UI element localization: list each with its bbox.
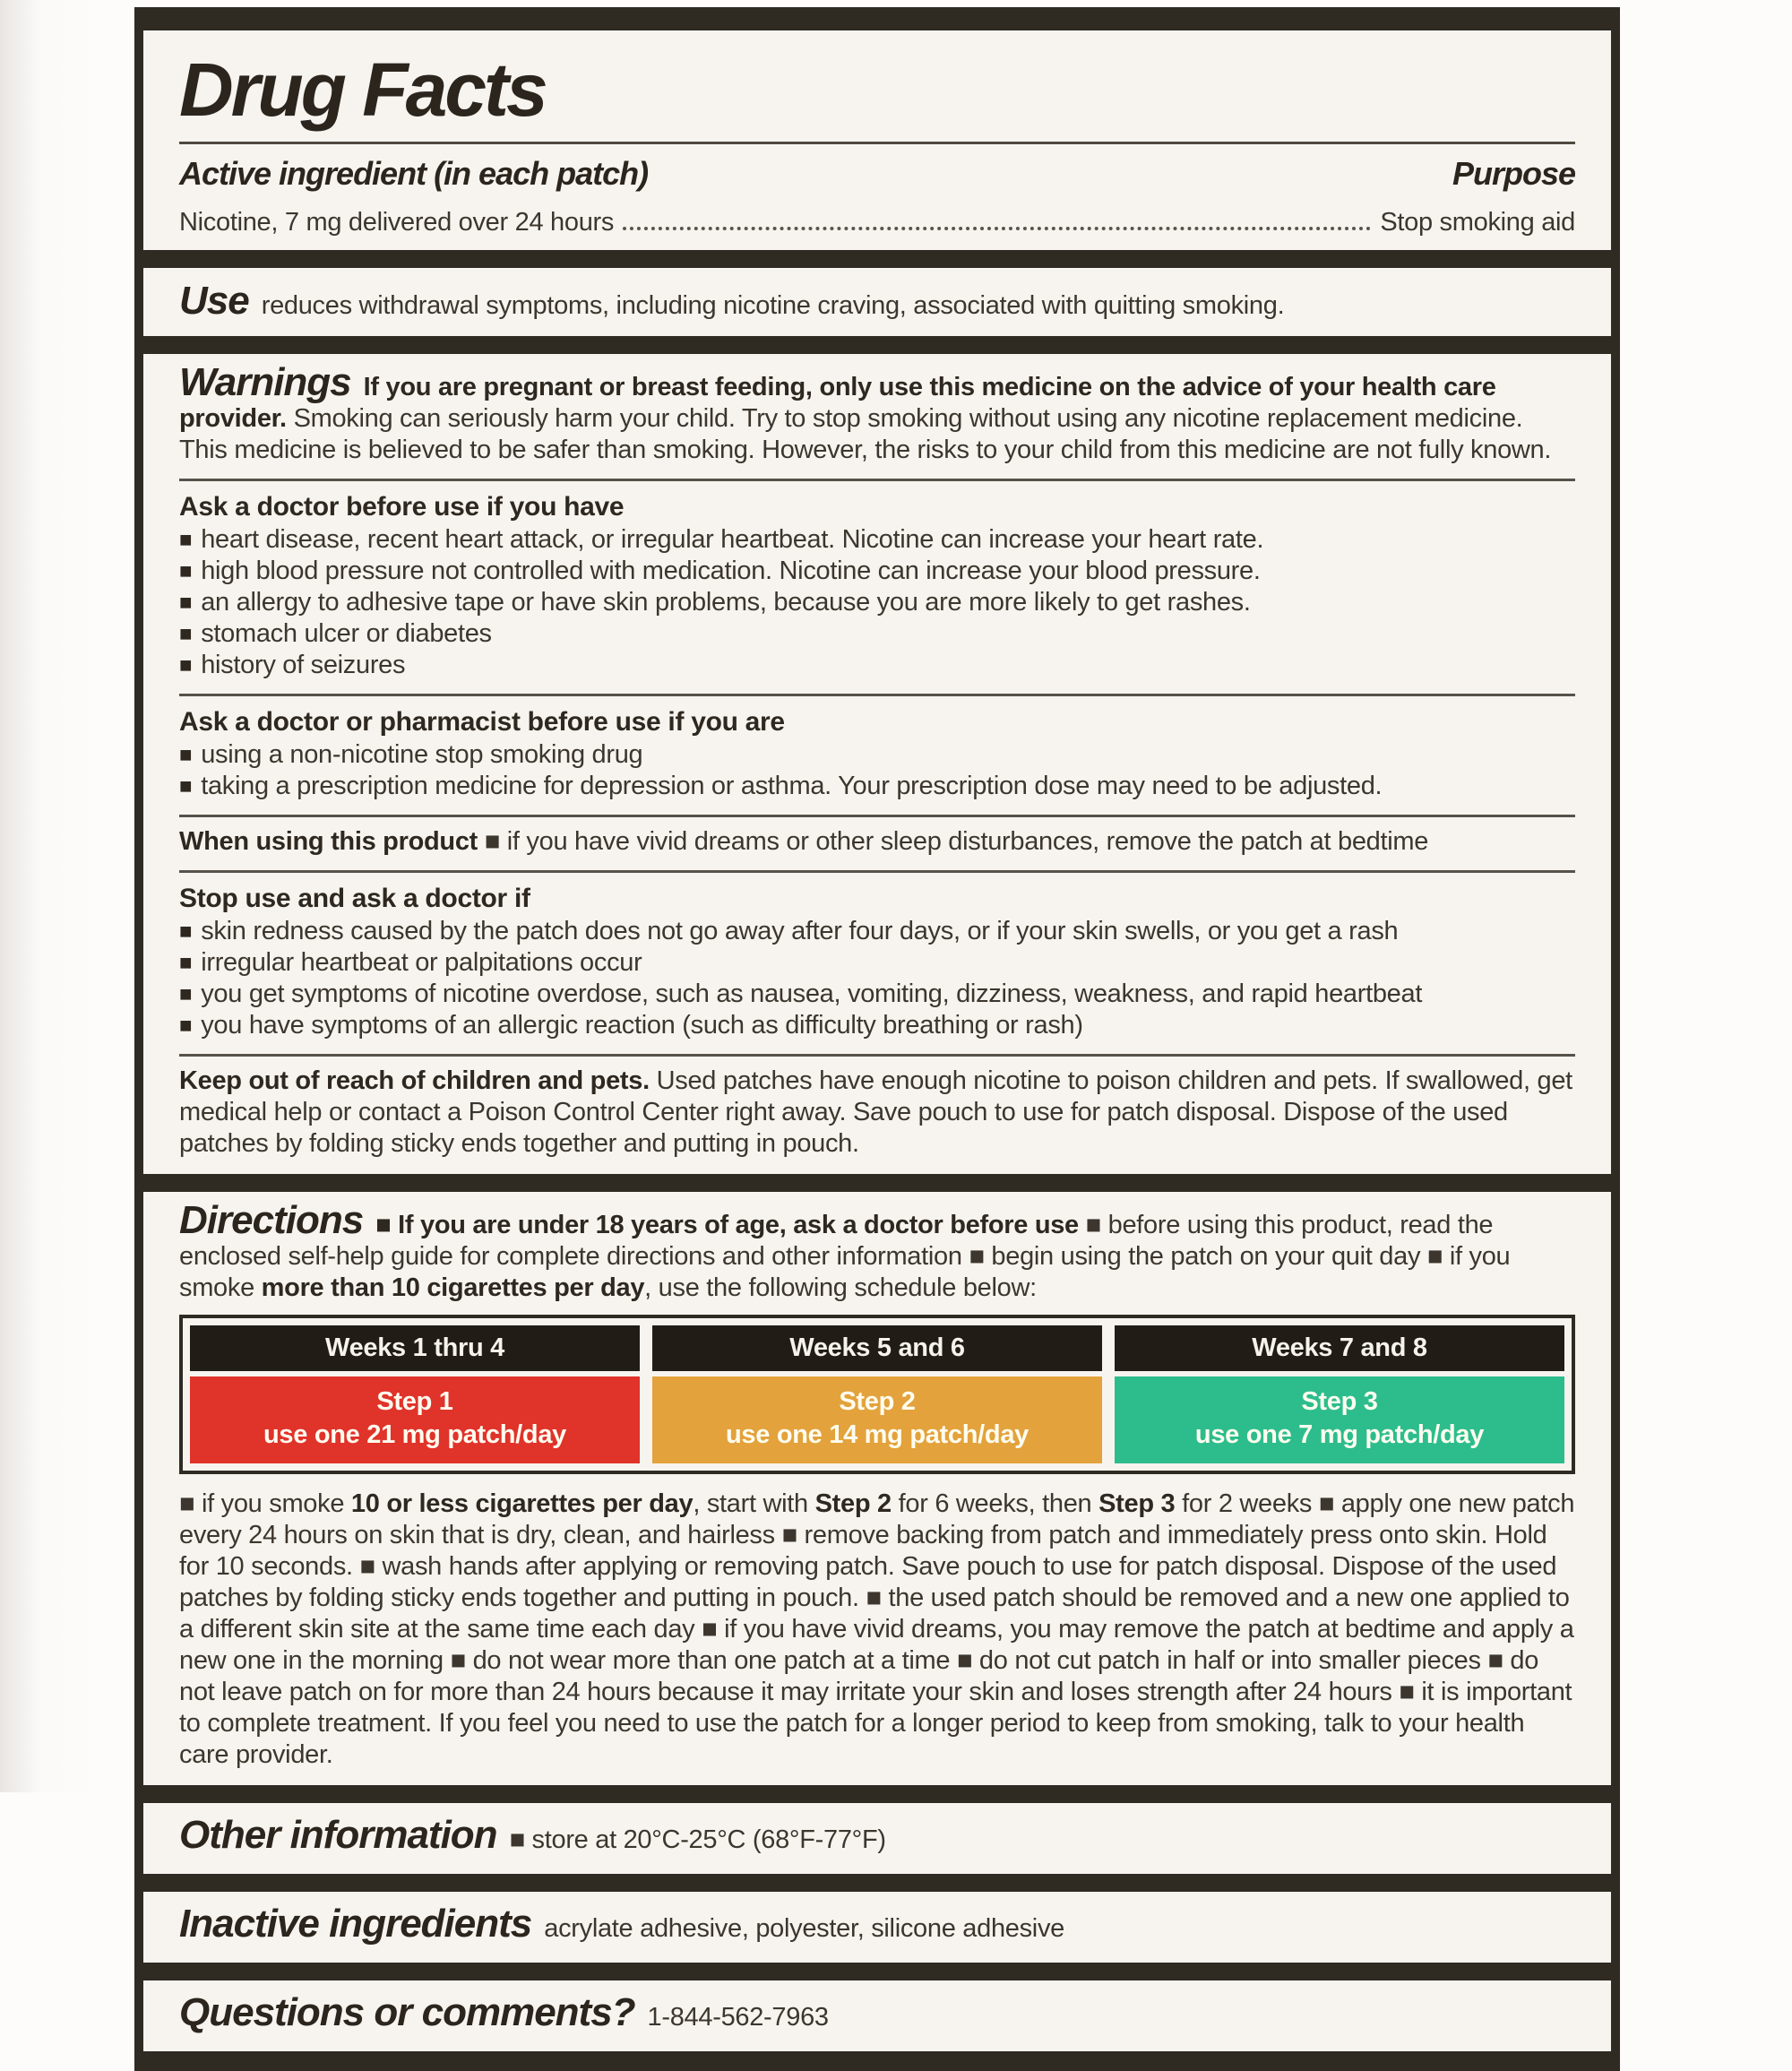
section-bar	[143, 250, 1611, 268]
directions-heading: Directions	[179, 1198, 364, 1243]
inactive-ingredients-heading: Inactive ingredients	[179, 1902, 532, 1946]
square-bullet-icon: ■	[179, 559, 193, 584]
list-item-text: high blood pressure not controlled with medication. Nicotine can increase your blood pressure.	[201, 557, 1261, 586]
list-item	[179, 739, 1575, 771]
ingredient-name: Nicotine, 7 mg delivered over 24 hours	[179, 208, 615, 237]
square-bullet-icon: ■	[179, 528, 193, 553]
schedule-column-step3	[1115, 1325, 1564, 1463]
drug-facts-title: Drug Facts	[179, 47, 546, 132]
active-ingredient-header-row	[179, 155, 1575, 193]
dotted-leader	[623, 227, 1371, 230]
use-text: reduces withdrawal symptoms, including nicotine craving, associated with quitting smoking.	[261, 291, 1285, 321]
list-item	[179, 556, 1575, 587]
directions-body: ■ if you smoke 10 or less cigarettes per day, start with Step 2 for 6 weeks, then Step 3 for 2 weeks ■ apply one new patch every 24 hours on skin that is dry, clean, and hairless ■ remove backing from patch and immediately press onto skin. Hold for 10 seconds. ■ wash hands after applying or removing patch. Save pouch to use for patch disposal. Dispose of the used patches by folding sticky ends together and putting in pouch. ■ the used patch should be removed and a new one applied to a different skin site at the same time each day ■ if you have vivid dreams, you may remove the patch at bedtime and apply a new one in the morning ■ do not wear more than one patch at a time ■ do not cut patch in half or into smaller pieces ■ do not leave patch on for more than 24 hours because it may irritate your skin and loses strength after 24 hours ■ it is important to complete treatment. If you feel you need to use the patch for a longer period to keep from smoking, talk to your health care provider.	[179, 1489, 1575, 1770]
warnings-intro	[179, 360, 1575, 466]
thin-divider	[179, 694, 1575, 696]
list-item-text: using a non-nicotine stop smoking drug	[201, 740, 643, 770]
inactive-ingredients-text: acrylate adhesive, polyester, silicone adhesive	[544, 1914, 1064, 1944]
warnings-section	[143, 354, 1611, 1174]
purpose-value: Stop smoking aid	[1380, 208, 1575, 237]
square-bullet-icon: ■	[179, 1014, 193, 1039]
square-bullet-icon: ■	[179, 653, 193, 678]
active-ingredient-heading: Active ingredient (in each patch)	[179, 155, 649, 193]
square-bullet-icon: ■	[179, 982, 193, 1007]
keep-out-heading: Keep out of reach of children and pets.	[179, 1066, 650, 1096]
list-item-text: you get symptoms of nicotine overdose, such as nausea, vomiting, dizziness, weakness, and rapid heartbeat	[201, 979, 1423, 1009]
thin-divider	[179, 479, 1575, 481]
section-bar	[143, 1874, 1611, 1892]
thin-divider	[179, 815, 1575, 817]
directions-intro-text: ■ If you are under 18 years of age, ask a doctor before use ■ before using this product, read the enclosed self-help guide for complete directions and other information ■ begin using the patch on your quit day ■ if you smoke more than 10 cigarettes per day, use the following schedule below:	[179, 1211, 1511, 1303]
schedule-column-step2	[652, 1325, 1102, 1463]
section-bar	[143, 1963, 1611, 1980]
warnings-intro-bold: If you are pregnant or breast feeding, only use this medicine on the advice of your health care provider.	[179, 373, 1496, 434]
step2-cell	[652, 1376, 1102, 1463]
list-item-text: an allergy to adhesive tape or have skin problems, because you are more likely to get rashes.	[201, 588, 1251, 617]
ask-doctor-heading: Ask a doctor before use if you have	[179, 492, 625, 522]
list-item	[179, 947, 1575, 979]
list-item	[179, 587, 1575, 618]
other-information-heading: Other information	[179, 1813, 497, 1858]
list-item-text: skin redness caused by the patch does not go away after four days, or if your skin swells, or you get a rash	[201, 917, 1399, 946]
questions-heading: Questions or comments?	[179, 1990, 635, 2035]
list-item	[179, 771, 1575, 802]
list-item	[179, 650, 1575, 681]
thin-divider	[179, 1054, 1575, 1057]
list-item	[179, 524, 1575, 556]
questions-phone: 1-844-562-7963	[647, 2003, 829, 2032]
list-item-text: irregular heartbeat or palpitations occur	[201, 948, 642, 978]
warnings-heading: Warnings	[179, 360, 351, 405]
dosing-schedule-table	[179, 1315, 1575, 1474]
square-bullet-icon: ■	[179, 622, 193, 647]
list-item-text: taking a prescription medicine for depression or asthma. Your prescription dose may need to be adjusted.	[201, 772, 1383, 801]
square-bullet-icon: ■	[179, 591, 193, 616]
section-bar	[143, 1785, 1611, 1803]
use-heading: Use	[179, 279, 249, 324]
weeks-header: Weeks 7 and 8	[1115, 1325, 1564, 1371]
square-bullet-icon: ■	[179, 774, 193, 799]
step-label: Step 3	[1301, 1387, 1378, 1417]
list-item-text: stomach ulcer or diabetes	[201, 619, 492, 649]
inactive-ingredients-section	[143, 1892, 1611, 1963]
use-section	[143, 268, 1611, 336]
list-item	[179, 618, 1575, 650]
list-item-text: history of seizures	[201, 651, 406, 680]
ask-pharmacist-heading: Ask a doctor or pharmacist before use if you are	[179, 707, 785, 738]
schedule-column-step1	[190, 1325, 640, 1463]
square-bullet-icon: ■	[179, 743, 193, 768]
directions-intro	[179, 1198, 1575, 1304]
list-item-text: heart disease, recent heart attack, or irregular heartbeat. Nicotine can increase your heart rate.	[201, 525, 1264, 555]
title-section	[143, 30, 1611, 142]
keep-out-paragraph	[179, 1066, 1575, 1160]
when-using-text: ■ if you have vivid dreams or other sleep disturbances, remove the patch at bedtime	[484, 827, 1429, 857]
weeks-header: Weeks 5 and 6	[652, 1325, 1102, 1371]
when-using-row	[179, 826, 1575, 858]
purpose-heading: Purpose	[1452, 155, 1575, 193]
drug-facts-label	[134, 7, 1620, 2071]
step-dose: use one 21 mg patch/day	[263, 1420, 566, 1450]
thin-divider	[179, 870, 1575, 873]
section-bar	[143, 336, 1611, 354]
directions-section	[143, 1192, 1611, 1785]
stop-use-heading: Stop use and ask a doctor if	[179, 884, 530, 914]
questions-section	[143, 1980, 1611, 2051]
other-information-section	[143, 1803, 1611, 1874]
weeks-header: Weeks 1 thru 4	[190, 1325, 640, 1371]
step1-cell	[190, 1376, 640, 1463]
step3-cell	[1115, 1376, 1564, 1463]
warnings-intro-rest: Smoking can seriously harm your child. Try to stop smoking without using any nicotine replacement medicine. This medicine is believed to be safer than smoking. However, the risks to your child from this medicine are not fully known.	[179, 404, 1552, 465]
list-item-text: you have symptoms of an allergic reaction (such as difficulty breathing or rash)	[201, 1011, 1083, 1040]
list-item	[179, 979, 1575, 1010]
square-bullet-icon: ■	[179, 919, 193, 945]
when-using-heading: When using this product	[179, 827, 478, 857]
list-item	[179, 916, 1575, 947]
active-ingredient-section	[143, 144, 1611, 250]
ingredient-row	[179, 207, 1575, 237]
section-bar	[143, 1174, 1611, 1192]
step-dose: use one 14 mg patch/day	[726, 1420, 1029, 1450]
list-item	[179, 1010, 1575, 1041]
step-label: Step 1	[376, 1387, 453, 1417]
step-dose: use one 7 mg patch/day	[1194, 1420, 1485, 1450]
step-label: Step 2	[839, 1387, 916, 1417]
keep-out-text: Used patches have enough nicotine to poison children and pets. If swallowed, get medical help or contact a Poison Control Center right away. Save pouch to use for patch disposal. Dispose of the used patches by folding sticky ends together and putting in pouch.	[179, 1066, 1572, 1159]
square-bullet-icon: ■	[179, 951, 193, 976]
other-information-text: ■ store at 20°C-25°C (68°F-77°F)	[509, 1825, 886, 1855]
